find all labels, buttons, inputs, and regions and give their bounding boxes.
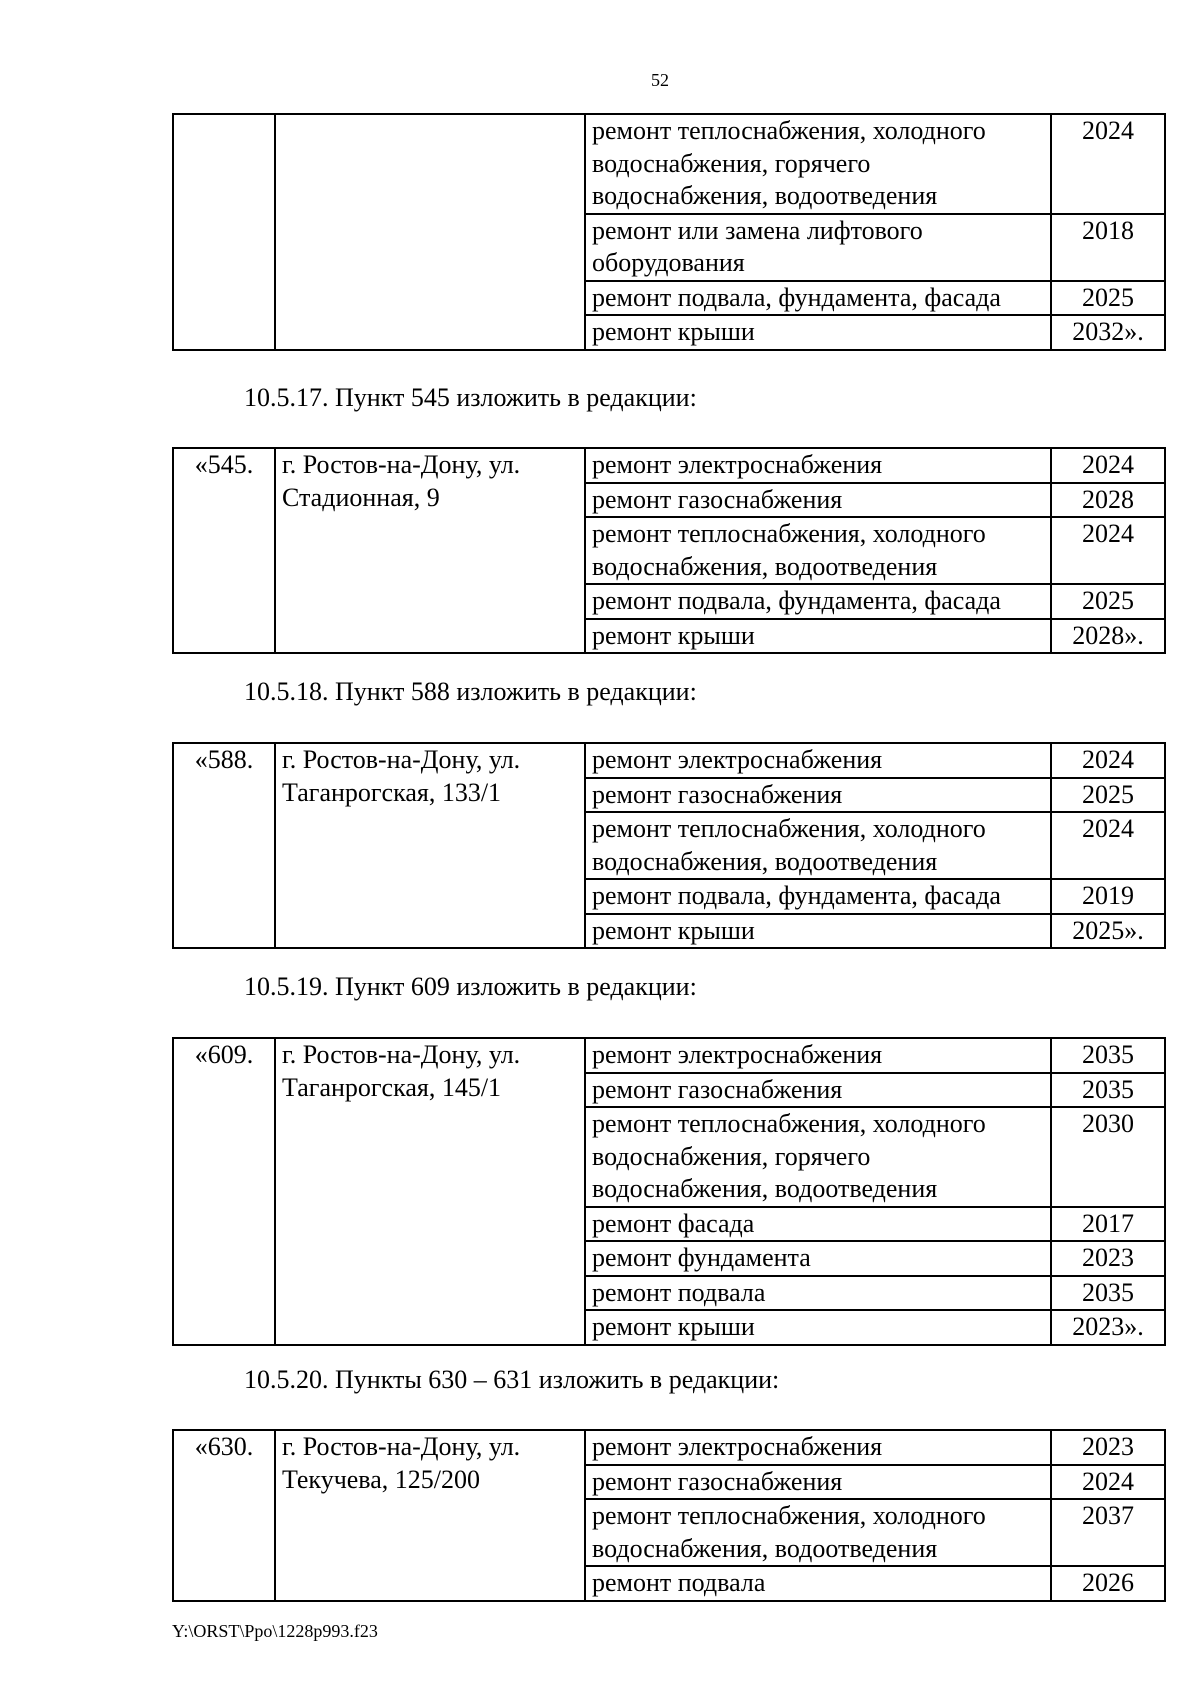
repair-work-cell: ремонт теплоснабжения, холодного водоснабжения, горячего водоснабжения, водоотведения — [585, 1107, 1051, 1207]
page-number: 52 — [651, 70, 669, 90]
repair-work-cell: ремонт крыши — [585, 619, 1051, 654]
repair-work-cell: ремонт газоснабжения — [585, 1073, 1051, 1108]
repair-work-cell: ремонт фасада — [585, 1207, 1051, 1242]
repair-year-cell: 2028 — [1051, 483, 1165, 518]
repair-work-cell: ремонт крыши — [585, 914, 1051, 949]
repair-work-cell: ремонт фундамента — [585, 1241, 1051, 1276]
repair-year-cell: 2023». — [1051, 1310, 1165, 1345]
address-cell: г. Ростов-на-Дону, ул. Таганрогская, 145/1 — [275, 1038, 585, 1345]
repair-year-cell: 2035 — [1051, 1038, 1165, 1073]
table-row — [173, 448, 1165, 483]
repair-year-cell: 2030 — [1051, 1107, 1165, 1207]
table-row — [173, 1038, 1165, 1073]
item-number-cell — [173, 114, 275, 350]
repair-work-cell: ремонт теплоснабжения, холодного водоснабжения, горячего водоснабжения, водоотведения — [585, 114, 1051, 214]
repair-year-cell: 2032». — [1051, 315, 1165, 350]
amendment-paragraph: 10.5.20. Пункты 630 – 631 изложить в редакции: — [244, 1365, 780, 1394]
repair-work-cell: ремонт теплоснабжения, холодного водоснабжения, водоотведения — [585, 517, 1051, 584]
repair-year-cell: 2026 — [1051, 1566, 1165, 1601]
repair-year-cell: 2025». — [1051, 914, 1165, 949]
repair-work-cell: ремонт теплоснабжения, холодного водоснабжения, водоотведения — [585, 1499, 1051, 1566]
repair-schedule-table — [172, 742, 1148, 949]
repair-work-cell: ремонт газоснабжения — [585, 1465, 1051, 1500]
address-cell — [275, 114, 585, 350]
repair-year-cell: 2024 — [1051, 517, 1165, 584]
repair-year-cell: 2024 — [1051, 812, 1165, 879]
repair-work-cell: ремонт подвала, фундамента, фасада — [585, 281, 1051, 316]
repair-schedule-table — [172, 1037, 1148, 1346]
item-number-cell: «588. — [173, 743, 275, 948]
repair-schedule-table — [172, 447, 1148, 654]
item-number-cell: «545. — [173, 448, 275, 653]
amendment-paragraph: 10.5.18. Пункт 588 изложить в редакции: — [244, 677, 697, 706]
repair-year-cell: 2017 — [1051, 1207, 1165, 1242]
repair-year-cell: 2025 — [1051, 778, 1165, 813]
repair-schedule-table — [172, 113, 1148, 351]
repair-work-cell: ремонт крыши — [585, 1310, 1051, 1345]
repair-work-cell: ремонт электроснабжения — [585, 1038, 1051, 1073]
repair-year-cell: 2025 — [1051, 281, 1165, 316]
address-cell: г. Ростов-на-Дону, ул. Текучева, 125/200 — [275, 1430, 585, 1601]
amendment-paragraph: 10.5.19. Пункт 609 изложить в редакции: — [244, 972, 697, 1001]
address-cell: г. Ростов-на-Дону, ул. Стадионная, 9 — [275, 448, 585, 653]
table-row — [173, 114, 1165, 214]
repair-work-cell: ремонт электроснабжения — [585, 743, 1051, 778]
repair-year-cell: 2023 — [1051, 1430, 1165, 1465]
amendment-paragraph: 10.5.17. Пункт 545 изложить в редакции: — [244, 383, 697, 412]
repair-year-cell: 2024 — [1051, 448, 1165, 483]
repair-year-cell: 2023 — [1051, 1241, 1165, 1276]
repair-year-cell: 2035 — [1051, 1276, 1165, 1311]
repair-work-cell: ремонт или замена лифтового оборудования — [585, 214, 1051, 281]
address-cell: г. Ростов-на-Дону, ул. Таганрогская, 133/1 — [275, 743, 585, 948]
repair-year-cell: 2037 — [1051, 1499, 1165, 1566]
repair-work-cell: ремонт подвала — [585, 1276, 1051, 1311]
repair-year-cell: 2035 — [1051, 1073, 1165, 1108]
repair-year-cell: 2024 — [1051, 114, 1165, 214]
repair-work-cell: ремонт газоснабжения — [585, 778, 1051, 813]
repair-work-cell: ремонт подвала — [585, 1566, 1051, 1601]
repair-year-cell: 2028». — [1051, 619, 1165, 654]
item-number-cell: «630. — [173, 1430, 275, 1601]
table-row — [173, 1430, 1165, 1465]
table-row — [173, 743, 1165, 778]
repair-work-cell: ремонт теплоснабжения, холодного водоснабжения, водоотведения — [585, 812, 1051, 879]
repair-work-cell: ремонт электроснабжения — [585, 448, 1051, 483]
repair-year-cell: 2019 — [1051, 879, 1165, 914]
repair-schedule-table — [172, 1429, 1148, 1602]
item-number-cell: «609. — [173, 1038, 275, 1345]
repair-work-cell: ремонт подвала, фундамента, фасада — [585, 879, 1051, 914]
repair-work-cell: ремонт крыши — [585, 315, 1051, 350]
repair-year-cell: 2024 — [1051, 743, 1165, 778]
repair-work-cell: ремонт электроснабжения — [585, 1430, 1051, 1465]
repair-work-cell: ремонт подвала, фундамента, фасада — [585, 584, 1051, 619]
repair-year-cell: 2018 — [1051, 214, 1165, 281]
file-path-footer: Y:\ORST\Ppo\1228p993.f23 — [172, 1621, 378, 1641]
repair-year-cell: 2025 — [1051, 584, 1165, 619]
repair-work-cell: ремонт газоснабжения — [585, 483, 1051, 518]
repair-year-cell: 2024 — [1051, 1465, 1165, 1500]
